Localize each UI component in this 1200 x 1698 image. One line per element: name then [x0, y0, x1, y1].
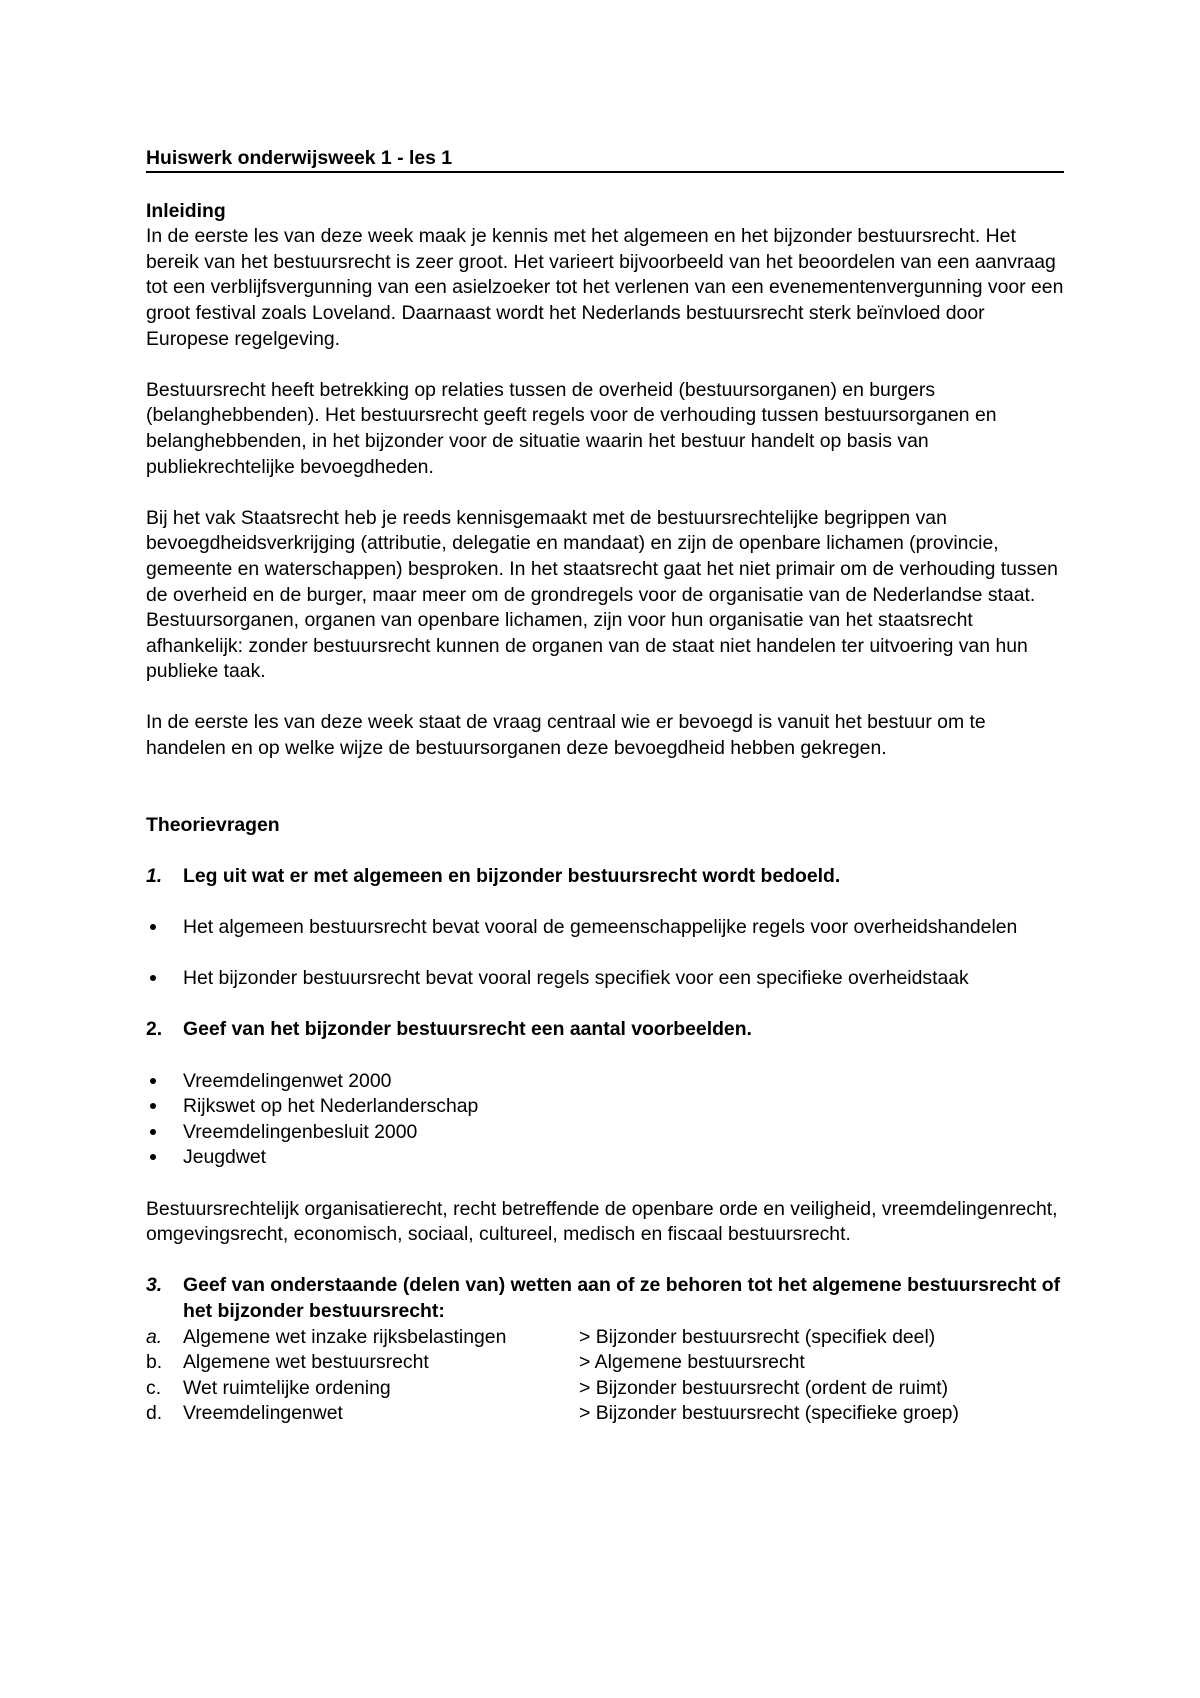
law-row	[146, 1350, 1064, 1376]
spacer	[146, 685, 1064, 711]
row-letter: d.	[146, 1402, 163, 1425]
question-number: 1.	[146, 864, 163, 887]
law-name: Algemene wet bestuursrecht	[183, 1351, 429, 1374]
spacer	[146, 480, 1064, 506]
row-letter: c.	[146, 1376, 162, 1399]
answer-bullet	[146, 966, 1064, 992]
law-answer: > Bijzonder bestuursrecht (ordent de ruimt)	[579, 1376, 949, 1399]
document-page	[146, 146, 1064, 1427]
spacer	[146, 1171, 1064, 1197]
law-answer: > Bijzonder bestuursrecht (specifiek deel)	[579, 1325, 936, 1348]
row-letter: b.	[146, 1351, 163, 1374]
row-letter: a.	[146, 1325, 163, 1348]
question-1	[146, 864, 1064, 890]
spacer	[146, 1248, 1064, 1274]
spacer	[146, 889, 1064, 915]
list-item	[146, 1069, 1064, 1095]
answer-bullet	[146, 915, 1064, 941]
spacer	[146, 1043, 1064, 1069]
bullet-icon	[146, 1094, 183, 1120]
intro-paragraph-1: In de eerste les van deze week maak je kennis met het algemeen en het bijzonder bestuursrecht. Het bereik van het bestuursrecht is zeer groot. Het varieert bijvoorbeeld van het beoordelen van een aanvraag tot een verblijfsvergunning van een asielzoeker tot het verlenen van een evenementenvergunning voor een groot festival zoals Loveland. Daarnaast wordt het Nederlands bestuursrecht sterk beïnvloed door Europese regelgeving.	[146, 225, 1064, 350]
question-2	[146, 1017, 1064, 1043]
intro-paragraph-3: Bij het vak Staatsrecht heb je reeds kennisgemaakt met de bestuursrechtelijke begrippen van bevoegdheidsverkrijging (attributie, delegatie en mandaat) en zijn de openbare lichamen (provincie, gemeente en waterschappen) besproken. In het staatsrecht gaat het niet primair om de verhouding tussen de overheid en de burger, maar meer om de grondregels voor de organisatie van de Nederlandse staat. Bestuursorganen, organen van openbare lichamen, zijn voor hun organisatie van het staatsrecht afhankelijk: zonder bestuursrecht kunnen de organen van de staat niet handelen ter uitvoering van hun publieke taak.	[146, 506, 1058, 683]
bullet-icon	[146, 1145, 183, 1171]
list-item-text: Vreemdelingenwet 2000	[183, 1069, 392, 1092]
spacer	[146, 838, 1064, 864]
law-answer: > Algemene bestuursrecht	[579, 1351, 805, 1374]
bullet-icon	[146, 1069, 183, 1095]
question-text: Geef van onderstaande (delen van) wetten aan of ze behoren tot het algemene bestuursrecht of het bijzonder bestuursrecht:	[183, 1274, 1061, 1322]
law-row	[146, 1401, 1064, 1427]
bullet-icon	[146, 915, 183, 941]
spacer	[146, 941, 1064, 967]
law-name: Algemene wet inzake rijksbelastingen	[183, 1325, 507, 1348]
intro-paragraph-2: Bestuursrecht heeft betrekking op relaties tussen de overheid (bestuursorganen) en burgers (belanghebbenden). Het bestuursrecht geeft regels voor de verhouding tussen bestuursorganen en belanghebbenden, in het bijzonder voor de situatie waarin het bestuur handelt op basis van publiekrechtelijke bevoegdheden.	[146, 378, 997, 478]
question-text: Geef van het bijzonder bestuursrecht een aantal voorbeelden.	[183, 1018, 752, 1041]
spacer	[146, 173, 1064, 199]
intro-heading: Inleiding	[146, 199, 226, 222]
question-number: 2.	[146, 1018, 163, 1041]
answer-text: Het bijzonder bestuursrecht bevat vooral regels specifiek voor een specifieke overheidstaak	[183, 967, 969, 990]
answer-text: Het algemeen bestuursrecht bevat vooral de gemeenschappelijke regels voor overheidshandelen	[183, 916, 1018, 939]
question-3	[146, 1273, 1064, 1324]
bullet-icon	[146, 966, 183, 992]
bullet-icon	[146, 1120, 183, 1146]
spacer	[146, 992, 1064, 1018]
law-row	[146, 1376, 1064, 1402]
list-item-text: Rijkswet op het Nederlanderschap	[183, 1095, 479, 1118]
list-item-text: Jeugdwet	[183, 1146, 267, 1169]
theory-heading: Theorievragen	[146, 813, 280, 836]
intro-paragraph-4: In de eerste les van deze week staat de vraag centraal wie er bevoegd is vanuit het bestuur om te handelen en op welke wijze de bestuursorganen deze bevoegdheid hebben gekregen.	[146, 711, 986, 760]
document-title: Huiswerk onderwijsweek 1 - les 1	[146, 146, 1064, 173]
list-item	[146, 1145, 1064, 1171]
list-item	[146, 1094, 1064, 1120]
law-name: Vreemdelingenwet	[183, 1402, 343, 1425]
list-item-text: Vreemdelingenbesluit 2000	[183, 1120, 418, 1143]
spacer	[146, 352, 1064, 378]
spacer	[146, 762, 1064, 813]
law-name: Wet ruimtelijke ordening	[183, 1376, 391, 1399]
question-text: Leg uit wat er met algemeen en bijzonder bestuursrecht wordt bedoeld.	[183, 864, 841, 887]
q2-note: Bestuursrechtelijk organisatierecht, recht betreffende de openbare orde en veiligheid, vreemdelingenrecht, omgevingsrecht, economisch, sociaal, cultureel, medisch en fiscaal bestuursrecht.	[146, 1197, 1058, 1246]
question-number: 3.	[146, 1274, 163, 1297]
law-answer: > Bijzonder bestuursrecht (specifieke groep)	[579, 1402, 959, 1425]
law-row	[146, 1325, 1064, 1351]
list-item	[146, 1120, 1064, 1146]
